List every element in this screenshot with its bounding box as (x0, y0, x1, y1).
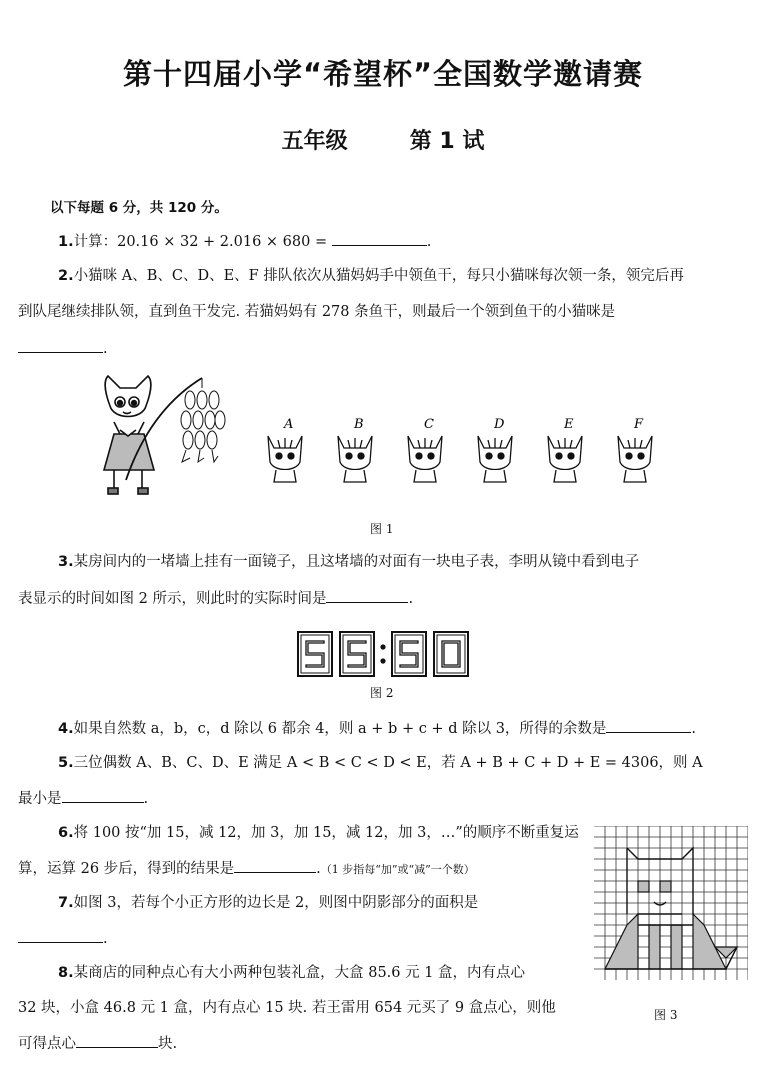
figure-2-caption: 图 2 (370, 686, 394, 700)
kitten-b (338, 417, 372, 482)
question-number: 1. (58, 234, 74, 250)
question-5-line-1 (58, 753, 703, 773)
figure-3-caption: 图 3 (654, 1008, 678, 1022)
question-number: 5. (58, 755, 74, 771)
question-6-line-2: 算，运算 26 步后，得到的结果是 .（1 步指每“加”或“减”一个数） (18, 858, 475, 880)
grade-label: 五年级 (281, 129, 348, 154)
question-text: 如图 3，若每个小正方形的边长是 2，则图中阴影部分的面积是 (73, 895, 479, 911)
question-note: （1 步指每“加”或“减”一个数） (320, 863, 475, 876)
figure-2-mirrored-clock (296, 628, 472, 680)
answer-blank[interactable] (332, 231, 427, 246)
kitten-d (478, 417, 512, 482)
question-2-line-1 (58, 266, 684, 286)
kitten-label: A (284, 417, 294, 432)
question-text: 某房间内的一堵墙上挂有一面镜子，且这堵墙的对面有一块电子表，李明从镜中看到电子 (73, 554, 640, 570)
question-1: 1.计算：20.16 × 32 + 2.016 × 680 = . (58, 231, 431, 252)
kitten-label: C (424, 417, 434, 432)
answer-blank[interactable] (606, 718, 691, 733)
answer-blank[interactable] (18, 928, 103, 943)
question-7-line-2: . (18, 928, 108, 949)
kitten-label: E (564, 417, 574, 432)
kitten-label: D (494, 417, 505, 432)
question-number: 8. (58, 965, 74, 981)
exam-subtitle (0, 124, 766, 155)
question-3-line-2: 表显示的时间如图 2 所示，则此时的实际时间是 . (18, 588, 413, 609)
question-text: 三位偶数 A、B、C、D、E 满足 A < B < C < D < E，若 A + B + C + D + E = 4306，则 A (73, 755, 703, 771)
figure-1-caption: 图 1 (370, 522, 394, 536)
question-number: 2. (58, 268, 74, 284)
kitten-label: F (634, 417, 644, 432)
question-6-line-1 (58, 823, 579, 843)
question-8-line-2: 32 块，小盒 46.8 元 1 盒，内有点心 15 块. 若王雷用 654 元买了 9 盒点心，则他 (18, 1000, 556, 1016)
answer-blank[interactable] (234, 858, 316, 873)
question-number: 4. (58, 721, 74, 737)
question-8-line-3: 可得点心 块. (18, 1033, 177, 1054)
question-5-line-2: 最小是 . (18, 788, 148, 809)
question-text: 将 100 按“加 15，减 12，加 3，加 15，减 12，加 3，…”的顺序不断重复运 (73, 825, 579, 841)
question-2-line-2: 到队尾继续排队领，直到鱼干发完. 若猫妈妈有 278 条鱼干，则最后一个领到鱼干的小猫咪是 (18, 304, 616, 320)
answer-blank[interactable] (326, 588, 408, 603)
answer-blank[interactable] (62, 788, 144, 803)
kitten-c (408, 417, 442, 482)
clock-digit (306, 641, 324, 667)
figure-1-cats (90, 370, 690, 500)
answer-blank[interactable] (18, 338, 103, 353)
question-number: 7. (58, 895, 74, 911)
question-text: 计算：20.16 × 32 + 2.016 × 680 = (73, 234, 328, 250)
round-label: 第 1 试 (409, 129, 485, 154)
answer-blank[interactable] (76, 1033, 158, 1048)
question-2-line-3: . (18, 338, 108, 359)
fish-bundle-illustration (181, 378, 225, 462)
kitten-f (618, 417, 652, 482)
question-8-line-1 (58, 963, 525, 983)
exam-title: 第十四届小学“希望杯”全国数学邀请赛 (122, 57, 644, 91)
kitten-label: B (354, 417, 364, 432)
question-4: 4.如果自然数 a，b，c，d 除以 6 都余 4，则 a + b + c + d 除以 3，所得的余数是 . (58, 718, 696, 739)
kitten-e (548, 417, 582, 482)
question-7-line-1 (58, 893, 478, 913)
question-text: 如果自然数 a，b，c，d 除以 6 都余 4，则 a + b + c + d 除以 3，所得的余数是 (73, 721, 607, 737)
question-text: 某商店的同种点心有大小两种包装礼盒，大盒 85.6 元 1 盒，内有点心 (73, 965, 526, 981)
instructions: 以下每题 6 分，共 120 分。 (50, 200, 228, 216)
question-text: 小猫咪 A、B、C、D、E、F 排队依次从猫妈妈手中领鱼干，每只小猫咪每次领一条，领完后再 (73, 268, 684, 284)
clock-digit (442, 641, 460, 667)
question-number: 3. (58, 554, 74, 570)
question-number: 6. (58, 825, 74, 841)
clock-digit (400, 641, 418, 667)
kitten-a (268, 417, 302, 482)
clock-digit (348, 641, 366, 667)
figure-3-grid-cat (594, 826, 748, 980)
question-3-line-1 (58, 552, 639, 572)
